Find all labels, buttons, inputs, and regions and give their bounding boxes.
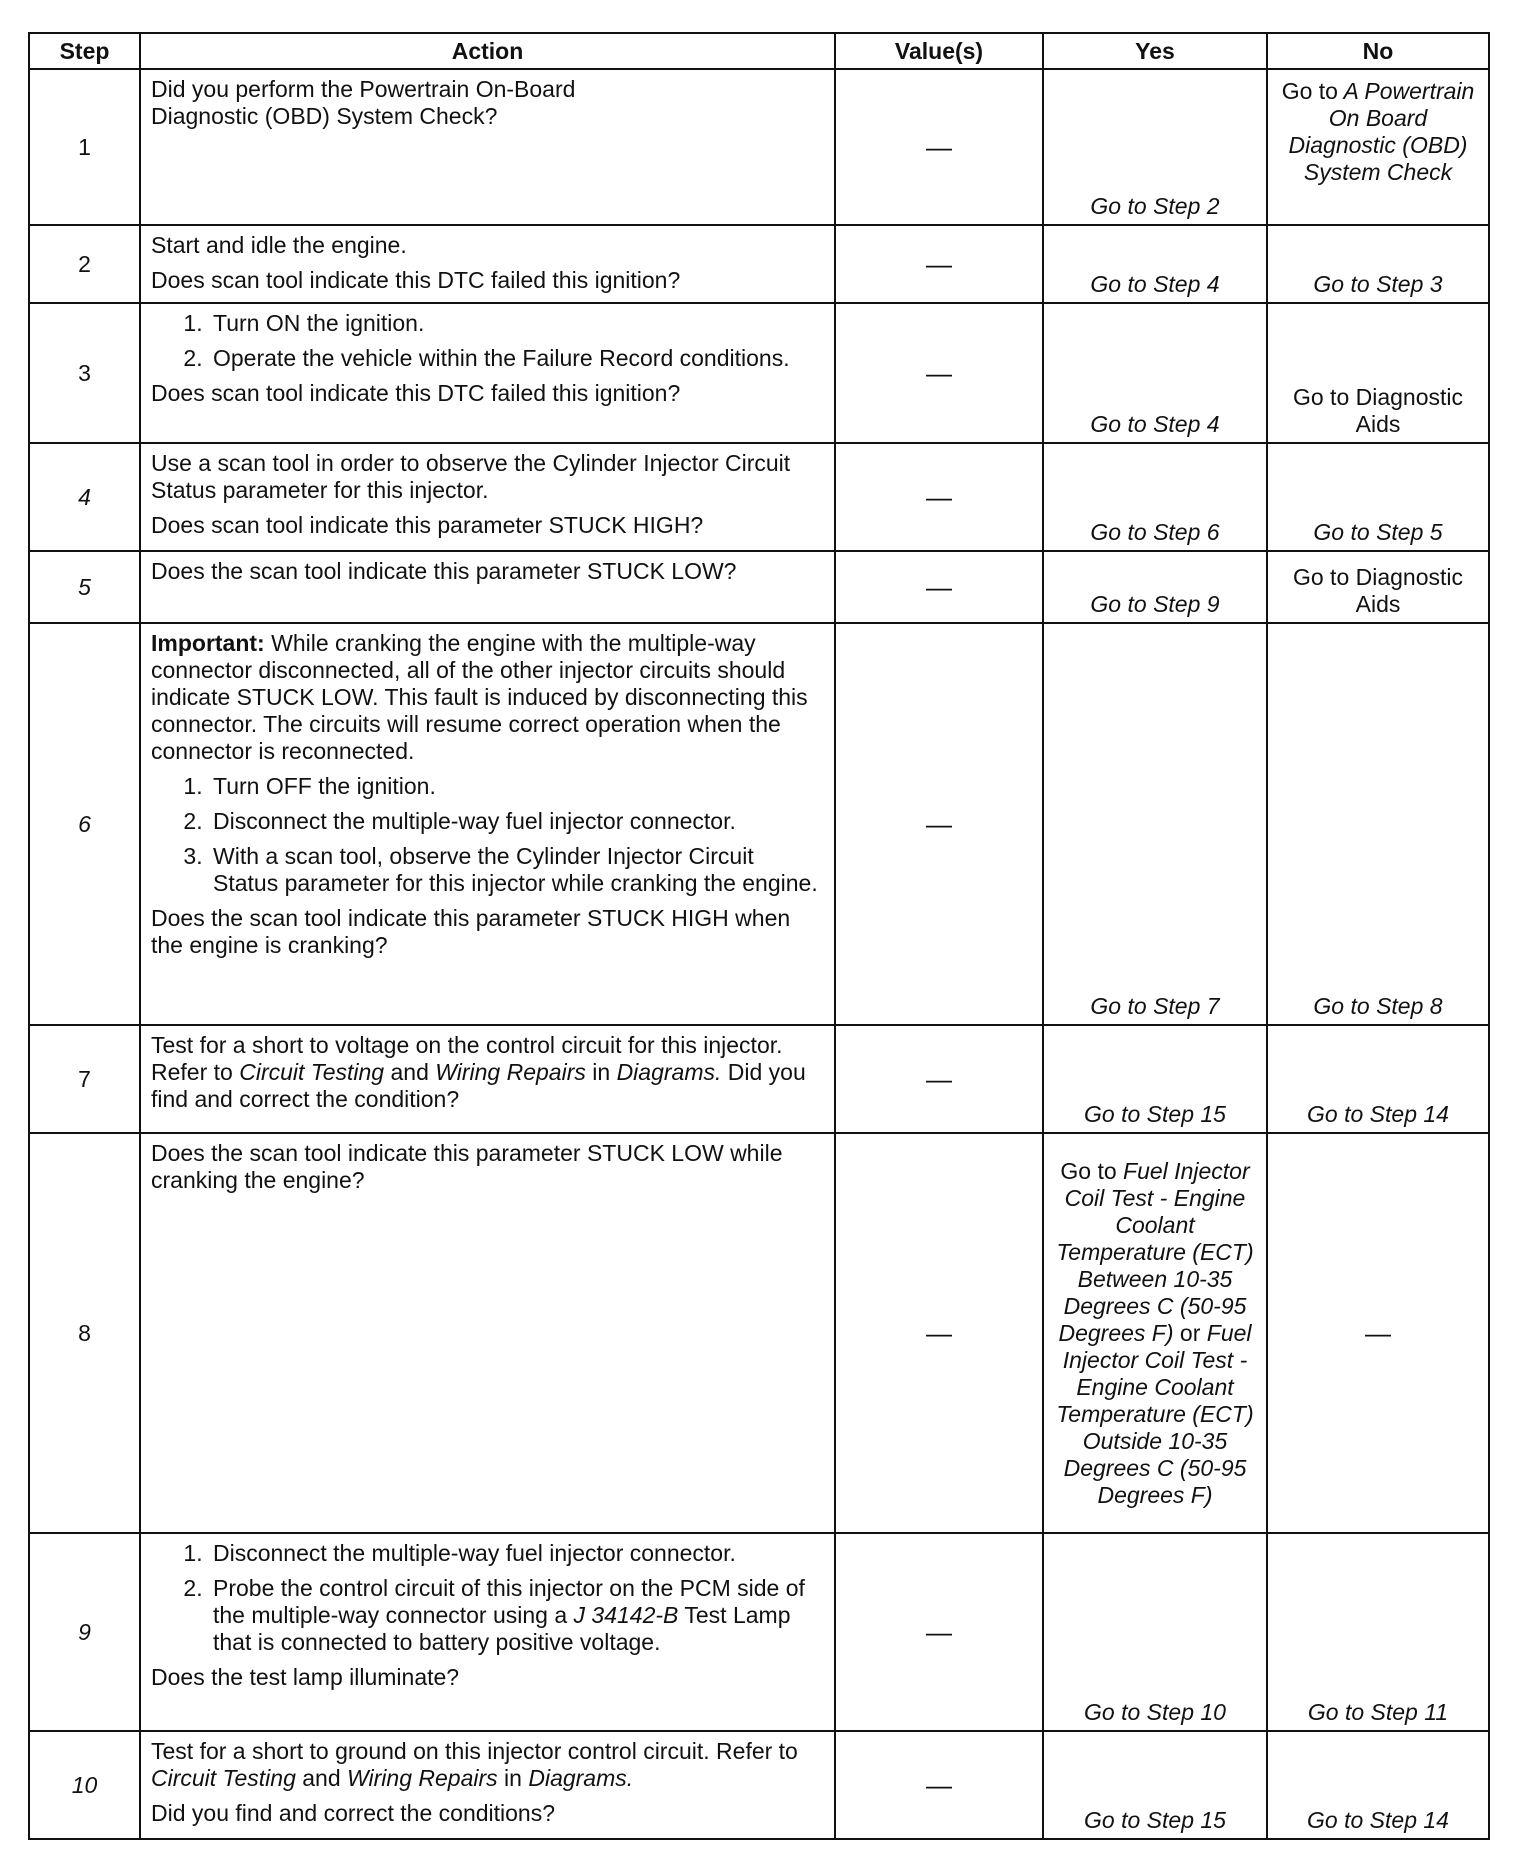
table-row — [29, 1731, 1489, 1839]
no-reference: A Powertrain On Board Diagnostic (OBD) System Check — [1288, 78, 1475, 185]
yes-cell: Go to Step 9 — [1043, 551, 1267, 623]
yes-or: or — [1179, 1319, 1201, 1346]
list-item: 1. Turn OFF the ignition. — [209, 773, 824, 800]
yes-cell: Go to Step 4 — [1043, 225, 1267, 303]
table-row — [29, 69, 1489, 225]
step-number: 4 — [29, 443, 140, 551]
action-question: Does scan tool indicate this parameter STUCK HIGH? — [151, 512, 704, 538]
no-cell: Go to Diagnostic Aids — [1267, 551, 1489, 623]
table-row — [29, 225, 1489, 303]
action-cell — [140, 551, 835, 623]
reference-link: Circuit Testing — [151, 1765, 296, 1791]
action-cell — [140, 225, 835, 303]
reference-link: Diagrams. — [528, 1765, 634, 1791]
action-cell — [140, 69, 835, 225]
no-cell: Go to Diagnostic Aids — [1267, 303, 1489, 443]
action-cell — [140, 1533, 835, 1731]
step-list — [151, 1540, 824, 1656]
important-label: Important: — [151, 630, 265, 656]
yes-cell: Go to Step 4 — [1043, 303, 1267, 443]
no-cell: — — [1267, 1133, 1489, 1533]
yes-cell: Go to Step 7 — [1043, 623, 1267, 1025]
reference-link: Wiring Repairs — [347, 1765, 498, 1791]
table-row — [29, 623, 1489, 1025]
table-row — [29, 443, 1489, 551]
action-question: Does the test lamp illuminate? — [151, 1664, 460, 1690]
no-cell: Go to Step 14 — [1267, 1731, 1489, 1839]
step-number: 8 — [29, 1133, 140, 1533]
header-values: Value(s) — [835, 33, 1043, 69]
action-text-part: in — [504, 1765, 522, 1791]
no-cell: Go to Step 11 — [1267, 1533, 1489, 1731]
table-row — [29, 551, 1489, 623]
step-number: 7 — [29, 1025, 140, 1133]
header-no: No — [1267, 33, 1489, 69]
yes-cell — [1043, 1133, 1267, 1533]
action-question: Does scan tool indicate this DTC failed this ignition? — [151, 267, 681, 293]
step-list — [151, 773, 824, 897]
action-text: Start and idle the engine. — [151, 232, 407, 258]
action-question: Did you perform the Powertrain On-Board Diagnostic (OBD) System Check? — [151, 76, 576, 129]
no-prefix: Go to — [1281, 78, 1338, 104]
yes-cell: Go to Step 10 — [1043, 1533, 1267, 1731]
table-row — [29, 1133, 1489, 1533]
value-cell: — — [835, 1025, 1043, 1133]
header-action: Action — [140, 33, 835, 69]
yes-reference: Fuel Injector Coil Test - Engine Coolant Temperature (ECT) Between 10-35 Degrees C (50-95 Degrees F) — [1056, 1157, 1254, 1346]
value-cell: — — [835, 1731, 1043, 1839]
step-number: 10 — [29, 1731, 140, 1839]
tool-reference: J 34142-B — [573, 1602, 679, 1628]
action-text: Use a scan tool in order to observe the Cylinder Injector Circuit Status parameter for this injector. — [151, 450, 791, 503]
header-step: Step — [29, 33, 140, 69]
value-cell: — — [835, 225, 1043, 303]
step-number: 3 — [29, 303, 140, 443]
header-row — [29, 33, 1489, 69]
header-yes: Yes — [1043, 33, 1267, 69]
diagnostic-table — [28, 32, 1490, 1840]
important-note — [151, 630, 824, 765]
list-item: 1. Disconnect the multiple-way fuel injector connector. — [209, 1540, 824, 1567]
value-cell: — — [835, 623, 1043, 1025]
table-row — [29, 303, 1489, 443]
action-cell — [140, 1731, 835, 1839]
action-text — [151, 1738, 824, 1792]
reference-link: Diagrams. — [616, 1059, 722, 1085]
action-question: Does scan tool indicate this DTC failed this ignition? — [151, 380, 681, 406]
list-item: 2. Operate the vehicle within the Failure Record conditions. — [209, 345, 824, 372]
yes-cell: Go to Step 15 — [1043, 1025, 1267, 1133]
yes-reference: Fuel Injector Coil Test - Engine Coolant Temperature (ECT) Outside 10-35 Degrees C (50-95 Degrees F) — [1056, 1319, 1254, 1508]
table-row — [29, 1025, 1489, 1133]
action-question: Does the scan tool indicate this parameter STUCK LOW? — [151, 558, 737, 584]
list-item-text: Probe the control circuit of this injector on the PCM side of the multiple-way connector using a — [213, 1575, 805, 1628]
list-item: 2. Disconnect the multiple-way fuel injector connector. — [209, 808, 824, 835]
step-list — [151, 310, 824, 372]
important-text: While cranking the engine with the multiple-way connector disconnected, all of the other injector circuits should indicate STUCK LOW. This fault is induced by disconnecting this connector. The circuits will resume correct operation when the connector is reconnected. — [151, 630, 808, 764]
value-cell: — — [835, 1533, 1043, 1731]
yes-cell: Go to Step 6 — [1043, 443, 1267, 551]
action-cell — [140, 1133, 835, 1533]
action-cell — [140, 303, 835, 443]
value-cell: — — [835, 443, 1043, 551]
action-cell — [140, 1025, 835, 1133]
value-cell: — — [835, 1133, 1043, 1533]
list-item-text: Test Lamp that is connected to battery positive voltage. — [213, 1602, 791, 1655]
action-text-part: and — [302, 1765, 341, 1791]
yes-cell: Go to Step 2 — [1043, 69, 1267, 225]
no-cell: Go to Step 8 — [1267, 623, 1489, 1025]
table-row — [29, 1533, 1489, 1731]
no-cell: Go to Step 14 — [1267, 1025, 1489, 1133]
step-number: 6 — [29, 623, 140, 1025]
action-question: Did you find and correct the condition? — [151, 1059, 806, 1112]
action-question: Did you find and correct the conditions? — [151, 1800, 556, 1826]
no-cell — [1267, 69, 1489, 225]
reference-link: Wiring Repairs — [435, 1059, 586, 1085]
list-item: 3. With a scan tool, observe the Cylinder Injector Circuit Status parameter for this injector while cranking the engine. — [209, 843, 824, 897]
action-text-part: and — [390, 1059, 429, 1085]
action-question: Does the scan tool indicate this parameter STUCK HIGH when the engine is cranking? — [151, 905, 791, 958]
step-number: 2 — [29, 225, 140, 303]
no-cell: Go to Step 3 — [1267, 225, 1489, 303]
action-text-part: in — [592, 1059, 611, 1085]
list-item: 1. Turn ON the ignition. — [209, 310, 824, 337]
step-number: 9 — [29, 1533, 140, 1731]
step-number: 1 — [29, 69, 140, 225]
reference-link: Circuit Testing — [239, 1059, 385, 1085]
yes-cell: Go to Step 15 — [1043, 1731, 1267, 1839]
action-text-part: Test for a short to ground on this injector control circuit. Refer to — [151, 1738, 798, 1764]
action-text-part: Test for a short to voltage on the control circuit for this injector. Refer to — [151, 1032, 783, 1085]
action-cell — [140, 623, 835, 1025]
value-cell: — — [835, 69, 1043, 225]
no-cell: Go to Step 5 — [1267, 443, 1489, 551]
action-cell — [140, 443, 835, 551]
value-cell: — — [835, 551, 1043, 623]
value-cell: — — [835, 303, 1043, 443]
action-question: Does the scan tool indicate this parameter STUCK LOW while cranking the engine? — [151, 1140, 783, 1193]
yes-prefix: Go to — [1060, 1157, 1117, 1184]
step-number: 5 — [29, 551, 140, 623]
action-text — [151, 1032, 824, 1113]
list-item — [209, 1575, 824, 1656]
